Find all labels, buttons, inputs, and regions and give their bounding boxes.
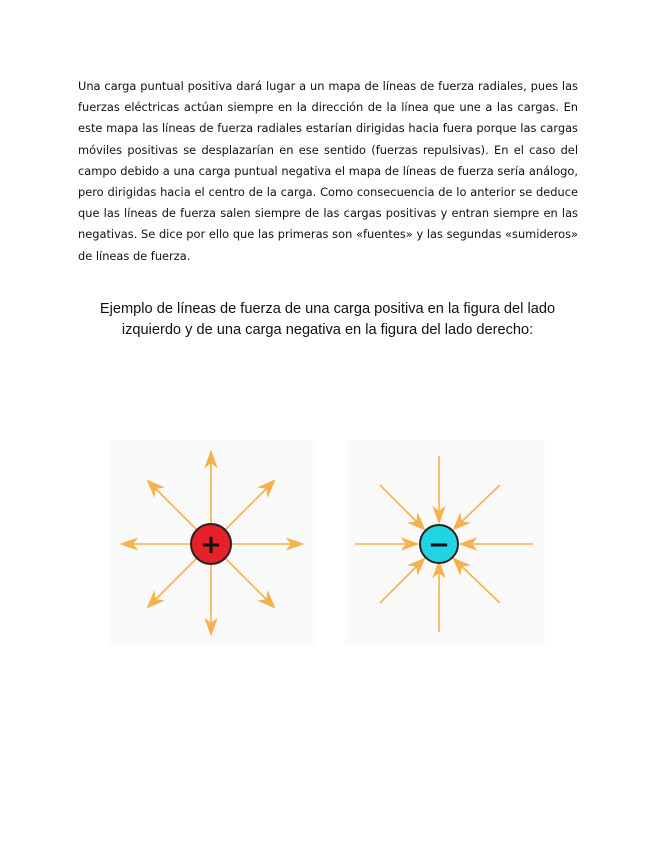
positive-charge-field-figure xyxy=(110,440,315,645)
negative-charge-field-figure xyxy=(345,440,545,645)
figure-caption: Ejemplo de líneas de fuerza de una carga positiva en la figura del lado izquierdo y de una carga negativa en la figura del lado derecho: xyxy=(99,301,556,338)
positive-charge-symbol: + xyxy=(200,530,222,560)
body-paragraph: Una carga puntual positiva dará lugar a un mapa de líneas de fuerza radiales, pues las fuerzas eléctricas actúan siempre en la dirección de la línea que une a las cargas. En este mapa las líneas de fuerza radiales estarían dirigidas hacia fuera porque las cargas móviles positivas se desplazarían en ese sentido (fuerzas repulsivas). En el caso del campo debido a una carga puntual negativa el mapa de líneas de fuerza sería análogo, pero dirigidas hacia el centro de la carga. Como consecuencia de lo anterior se deduce que las líneas de fuerza salen siempre de las cargas positivas y entran siempre en las negativas. Se dice por ello que las primeras son «fuentes» y las segundas «sumideros» de líneas de fuerza. xyxy=(78,79,578,263)
negative-charge-symbol: − xyxy=(428,530,450,560)
